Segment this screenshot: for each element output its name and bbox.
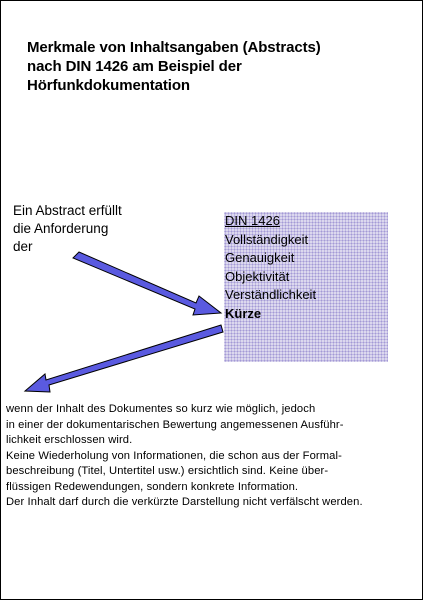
intro-line: der (13, 239, 33, 254)
description-line: Der Inhalt darf durch die verkürzte Darstellung nicht verfälscht werden. (6, 496, 363, 508)
description-line: lichkeit erschlossen wird. (6, 434, 133, 446)
criteria-item: Verständlichkeit (225, 287, 317, 302)
criteria-item: Vollständigkeit (225, 231, 309, 247)
description-text (6, 402, 421, 511)
criteria-item-highlight: Kürze (225, 305, 262, 321)
description-line: flüssigen Redewendungen, sondern konkrete Information. (6, 480, 299, 493)
arrow-to-description-icon (25, 325, 223, 392)
criteria-item: Genauigkeit (225, 250, 295, 265)
intro-line: die Anforderung (13, 221, 109, 236)
description-line: in einer der dokumentarischen Bewertung angemessenen Ausführ- (6, 418, 344, 431)
criteria-heading: DIN 1426 (225, 213, 280, 228)
criteria-item: Objektivität (225, 268, 290, 284)
title-line: Merkmale von Inhaltsangaben (Abstracts) (27, 39, 321, 56)
description-line: beschreibung (Titel, Untertitel usw.) ersichtlich sind. Keine über- (6, 465, 329, 477)
intro-line: Ein Abstract erfüllt (13, 203, 122, 218)
title-line: Hörfunkdokumentation (27, 77, 190, 94)
arrow-to-criteria-icon (73, 252, 221, 315)
title-line: nach DIN 1426 am Beispiel der (27, 58, 242, 75)
description-line: Keine Wiederholung von Informationen, die schon aus der Formal- (6, 449, 342, 462)
description-line: wenn der Inhalt des Dokumentes so kurz wie möglich, jedoch (6, 403, 316, 415)
